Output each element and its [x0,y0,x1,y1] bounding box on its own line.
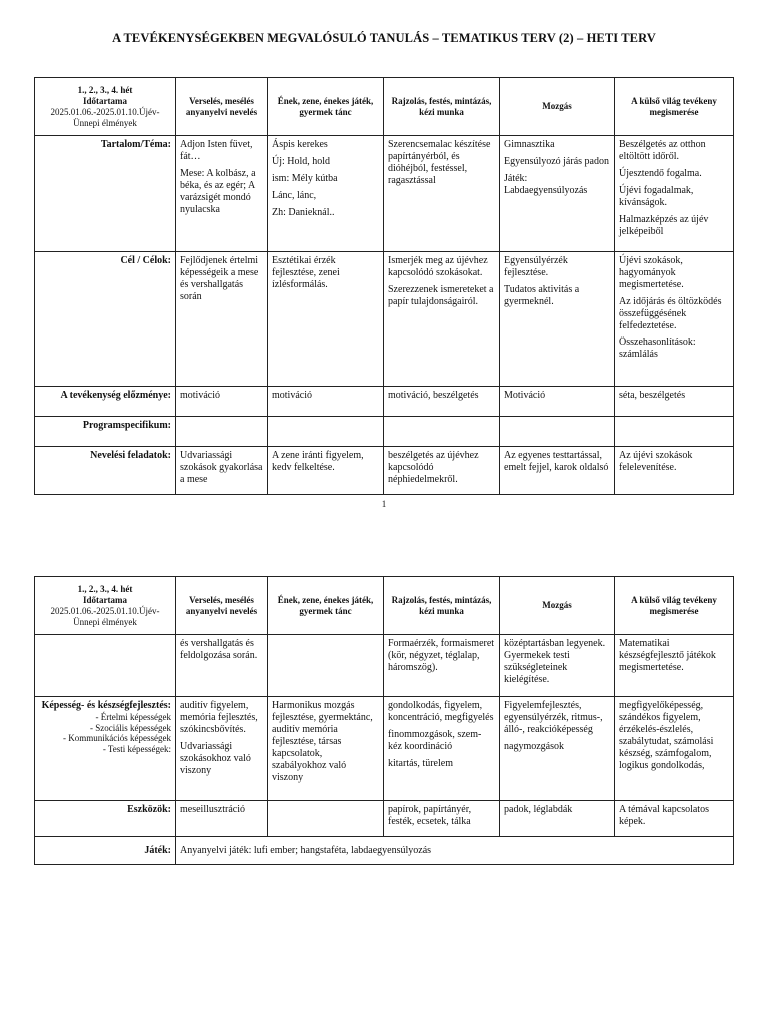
table-row [35,447,734,495]
row-sublabel: - Szociális képességek [90,722,171,733]
cell-paragraph: Ismerjék meg az újévhez kapcsolódó szokásokat. [388,255,488,278]
period-label: Időtartama [83,95,127,106]
table-cell [268,801,384,837]
table-cell [615,252,734,387]
row-sublabel: - Kommunikációs képességek [63,733,171,743]
column-header-environment: A külső világ tevékeny megismerése [615,577,734,635]
cell-paragraph: Újévi fogadalmak, kívánságok. [619,185,694,208]
cell-paragraph: ism: Mély kútba [272,173,338,184]
row-label [35,136,176,252]
cell-paragraph: Mese: A kolbász, a béka, és az egér; A varázsigét mondó nyulacska [180,168,256,215]
cell-paragraph: Játék: Labdaegyensúlyozás [504,173,588,196]
cell-paragraph: Szerezzenek ismereteket a papír tulajdonságairól. [388,284,494,307]
cell-paragraph: Az egyenes testtartással, emelt fejjel, karok oldalsó [504,450,609,473]
cell-paragraph: Halmazképzés az újév jelképeiből [619,214,709,237]
cell-paragraph: Tudatos aktivitás a gyermeknél. [504,284,580,307]
cell-paragraph: padok, léglabdák [504,804,573,815]
cell-paragraph: A zene iránti figyelem, kedv felkeltése. [272,450,364,473]
cell-paragraph: Gimnasztika [504,139,555,150]
column-header-music: Ének, zene, énekes játék, gyermek tánc [268,577,384,635]
table-cell [268,697,384,801]
table-cell [500,801,615,837]
cell-paragraph: Egyensúlyozó járás padon [504,156,609,167]
table-cell [500,417,615,447]
table-cell [176,697,268,801]
table-cell [615,801,734,837]
cell-paragraph: Harmonikus mozgás fejlesztése, gyermektánc, auditív memória fejlesztése, társas kapcsolatok, szabályokhoz való viszony [272,700,373,783]
row-label-text: Képesség- és készségfejlesztés: [41,700,171,711]
cell-paragraph: Új: Hold, hold [272,156,331,167]
weekly-plan-table-page1 [34,77,734,495]
cell-paragraph: Fejlődjenek értelmi képességeik a mese és vershallgatás során [180,255,259,302]
table-cell [176,252,268,387]
cell-paragraph: középtartásban legyenek. Gyermekek testi szükségleteinek kielégítése. [504,638,606,685]
column-header-movement: Mozgás [500,577,615,635]
table-cell [268,447,384,495]
table-cell [384,801,500,837]
period-value: 2025.01.06.-2025.01.10.Újév- Ünnepi élmények [50,605,160,627]
weeks-label: 1., 2., 3., 4. hét [77,583,133,594]
cell-paragraph: motiváció [272,390,312,401]
table-cell [384,252,500,387]
cell-paragraph: megfigyelőképesség, szándékos figyelem, érzékelés-észlelés, szabálytudat, számolási készség, számfogalom, logikus gondolkodás, [619,700,714,771]
row-label-text: Programspecifikum: [82,420,171,431]
column-header-movement: Mozgás [500,78,615,136]
row-label-text: Nevelési feladatok: [90,450,171,461]
cell-paragraph: Beszélgetés az otthon eltöltött időről. [619,139,706,162]
header-row [35,577,734,635]
table-cell [500,635,615,697]
cell-paragraph: Szerencsemalac készítése papírtányérból, és dióhéjból, festéssel, ragasztással [388,139,491,186]
period-value: 2025.01.06.-2025.01.10.Újév- Ünnepi élmények [50,106,160,128]
period-header-cell [35,577,176,635]
cell-paragraph: Újesztendő fogalma. [619,168,702,179]
row-label [35,447,176,495]
row-label [35,635,176,697]
cell-paragraph: Figyelemfejlesztés, egyensúlyérzék, ritmus-, álló-, reakcióképesség [504,700,603,735]
weeks-label: 1., 2., 3., 4. hét [77,84,133,95]
row-label [35,801,176,837]
table-cell [384,635,500,697]
table-cell [500,252,615,387]
table-cell [268,635,384,697]
table-cell [268,417,384,447]
column-header-environment: A külső világ tevékeny megismerése [615,78,734,136]
game-text: Anyanyelvi játék: lufi ember; hangstaféta, labdaegyensúlyozás [176,837,734,865]
table-cell [500,447,615,495]
table-cell [176,635,268,697]
table-row [35,252,734,387]
header-row [35,78,734,136]
table-cell [268,387,384,417]
row-label-text: Tartalom/Téma: [100,139,171,150]
row-label [35,252,176,387]
cell-paragraph: kitartás, türelem [388,758,453,769]
cell-paragraph: séta, beszélgetés [619,390,686,401]
weekly-plan-table-page2 [34,576,734,865]
table-cell [615,387,734,417]
row-sublabel: - Testi képességek: [102,743,171,754]
cell-paragraph: Udvariassági szokásokhoz való viszony [180,741,251,776]
row-label-text: Eszközök: [127,804,171,815]
table-row [35,697,734,801]
table-row [35,387,734,417]
table-cell [615,417,734,447]
table-cell [500,136,615,252]
table-cell [615,447,734,495]
table-cell [176,417,268,447]
cell-paragraph: Az újévi szokások felelevenítése. [619,450,693,473]
page-number: 1 [381,499,387,509]
table-cell [268,252,384,387]
table-cell [384,136,500,252]
cell-paragraph: Udvariassági szokások gyakorlása a mese [180,450,263,485]
column-header-art: Rajzolás, festés, mintázás, kézi munka [384,577,500,635]
table-cell [176,136,268,252]
column-header-literacy: Verselés, mesélés anyanyelvi nevelés [176,577,268,635]
period-header-cell [35,78,176,136]
row-label-text: Cél / Célok: [120,255,171,266]
table-cell [384,417,500,447]
table-cell [500,387,615,417]
cell-paragraph: auditív figyelem, memória fejlesztés, szókincsbővítés. [180,700,258,735]
cell-paragraph: motiváció [180,390,220,401]
table-row [35,801,734,837]
table-cell [176,801,268,837]
table-cell [176,387,268,417]
cell-paragraph: Motiváció [504,390,546,401]
row-sublabel: - Értelmi képességek [95,712,171,722]
table-cell [500,697,615,801]
cell-paragraph: Összehasonlítások: számlálás [619,337,696,360]
cell-paragraph: Áspis kerekes [272,139,328,150]
column-header-art: Rajzolás, festés, mintázás, kézi munka [384,78,500,136]
row-label [35,697,176,801]
cell-paragraph: és vershallgatás és feldolgozása során. [180,638,258,661]
cell-paragraph: motiváció, beszélgetés [388,390,479,401]
cell-paragraph: nagymozgások [504,741,564,752]
cell-paragraph: A témával kapcsolatos képek. [619,804,709,827]
table-cell [176,447,268,495]
column-header-literacy: Verselés, mesélés anyanyelvi nevelés [176,78,268,136]
table-cell [384,387,500,417]
cell-paragraph: Esztétikai érzék fejlesztése, zenei ízlésformálás. [272,255,340,290]
document-title: A TEVÉKENYSÉGEKBEN MEGVALÓSULÓ TANULÁS – TEMATIKUS TERV (2) – HETI TERV [112,31,656,45]
game-row [35,837,734,865]
cell-paragraph: Formaérzék, formaismeret (kör, négyzet, téglalap, háromszög). [388,638,495,673]
cell-paragraph: Lánc, lánc, [272,190,317,201]
row-label [35,417,176,447]
cell-paragraph: Matematikai készségfejlesztő játékok megismertetése. [619,638,716,673]
table-row [35,136,734,252]
table-row [35,417,734,447]
cell-paragraph: Zh: Danieknál.. [272,207,335,218]
cell-paragraph: finommozgások, szem-kéz koordináció [388,729,482,752]
table-cell [268,136,384,252]
cell-paragraph: meseillusztráció [180,804,245,815]
cell-paragraph: Egyensúlyérzék fejlesztése. [504,255,568,278]
table-cell [384,447,500,495]
cell-paragraph: beszélgetés az újévhez kapcsolódó néphiedelmekről. [388,450,479,485]
table-cell [384,697,500,801]
row-label-text: A tevékenység előzménye: [60,390,171,401]
table-cell [615,136,734,252]
table-cell [615,635,734,697]
table-cell [615,697,734,801]
column-header-music: Ének, zene, énekes játék, gyermek tánc [268,78,384,136]
period-label: Időtartama [83,594,127,605]
cell-paragraph: gondolkodás, figyelem, koncentráció, megfigyelés [388,700,494,723]
row-label: Játék: [35,837,176,865]
row-label [35,387,176,417]
table-row [35,635,734,697]
cell-paragraph: Az időjárás és öltözködés összefüggésének felfedeztetése. [619,296,722,331]
cell-paragraph: Adjon Isten füvet, fát… [180,139,253,162]
cell-paragraph: papírok, papírtányér, festék, ecsetek, tálka [388,804,472,827]
cell-paragraph: Újévi szokások, hagyományok megismertetése. [619,255,684,290]
